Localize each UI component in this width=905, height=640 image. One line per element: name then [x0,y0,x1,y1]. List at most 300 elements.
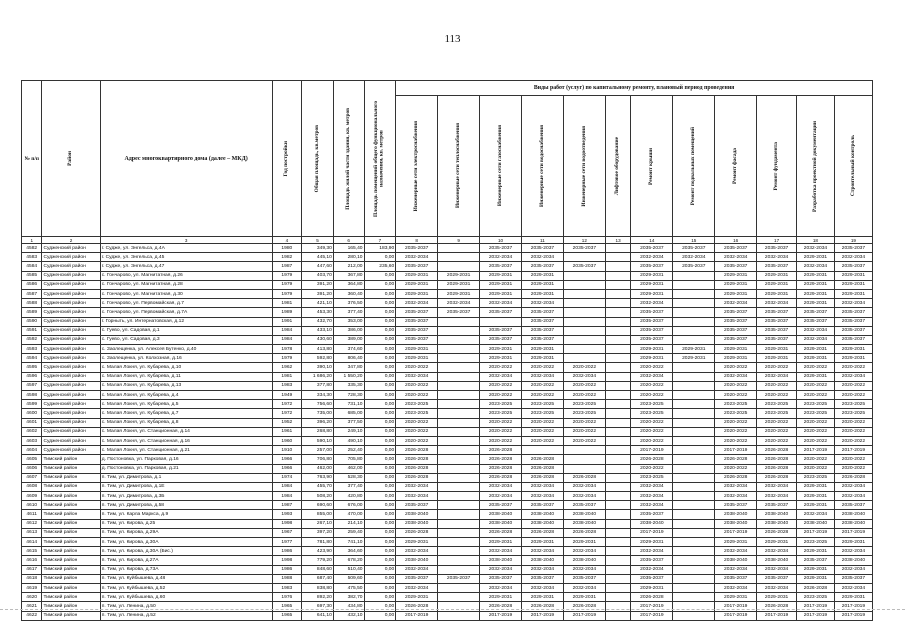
table-cell: с. Малая Локня, ул. Кубарева, д.13 [100,381,272,390]
table-cell: 2020-2022 [563,381,605,390]
table-cell: г. Судже, ул. Энгельса, д.4А [100,244,272,253]
table-cell: 2029-2031 [563,593,605,602]
table-cell [605,538,631,547]
table-cell: 855,00 [302,510,334,519]
table-cell: 2026-2028 [480,602,522,611]
table-cell: Судженский район [42,271,100,280]
header-works-group: Виды работ (услуг) по капитальному ремонту, плановый период проведения [396,81,873,96]
table-cell [438,464,480,473]
table-cell: 2035-2037 [480,501,522,510]
table-cell: 268,80 [302,427,334,436]
table-cell [563,455,605,464]
table-cell: 1987 [272,262,302,271]
table-cell: 0,00 [364,436,396,445]
table-cell: 2029-2031 [396,280,438,289]
table-cell: 2029-2031 [521,593,563,602]
table-cell: 0,00 [364,299,396,308]
table-cell: 2020-2022 [757,436,797,445]
table-cell: 390,10 [302,363,334,372]
table-cell: 2032-2034 [563,583,605,592]
table-cell: 2032-2034 [715,492,757,501]
table-cell: п. Тим, ул. Куйбышева, д.48 [100,574,272,583]
table-cell: 2023-2025 [757,400,797,409]
table-cell [673,464,715,473]
table-cell: 2035-2037 [563,501,605,510]
table-cell: 2032-2034 [631,253,673,262]
table-cell: 2020-2022 [797,363,835,372]
table-cell: 2038-2040 [521,510,563,519]
table-cell: 2032-2034 [480,583,522,592]
table-cell: 2035-2037 [834,326,872,335]
table-cell: 0,00 [364,528,396,537]
table-cell: 2029-2031 [396,593,438,602]
table-cell: 2035-2037 [521,326,563,335]
table-cell: 1979 [272,280,302,289]
table-cell: 259,40 [333,528,364,537]
table-cell: 2032-2034 [797,262,835,271]
table-cell: 2032-2034 [396,372,438,381]
table-cell: с. Гончарово, ул. Первомайская, д.7А [100,308,272,317]
table-cell: 0,00 [364,482,396,491]
table-cell: 2017-2019 [797,446,835,455]
table-cell: 1987 [272,501,302,510]
table-row [22,519,873,528]
column-number: 8 [396,237,438,244]
table-row [22,400,873,409]
table-cell: 2032-2034 [757,299,797,308]
table-cell: Судженский район [42,308,100,317]
table-cell: 2032-2034 [631,547,673,556]
table-cell: 1984 [272,335,302,344]
table-cell: с. Гончарово, ул. Магнитатная, д.28 [100,280,272,289]
table-cell [605,354,631,363]
table-row [22,244,873,253]
table-cell [438,528,480,537]
table-cell: 2029-2031 [797,280,835,289]
table-cell: 2020-2022 [715,363,757,372]
table-cell: 4583 [22,253,42,262]
table-cell: 0,00 [364,409,396,418]
table-cell: 267,10 [302,519,334,528]
table-cell: 4602 [22,427,42,436]
table-cell [605,280,631,289]
table-cell: 2032-2034 [715,253,757,262]
table-cell [438,253,480,262]
table-cell: 2032-2034 [521,482,563,491]
table-cell: 2017-2019 [631,602,673,611]
table-cell: 2020-2022 [480,427,522,436]
table-cell: 2032-2034 [521,565,563,574]
table-cell: 2026-2028 [631,455,673,464]
table-cell: 2038-2040 [631,519,673,528]
table-cell: 4588 [22,299,42,308]
table-cell: с. Малая Локня, ул. Станционная, д.14 [100,427,272,436]
table-cell: 2032-2034 [834,372,872,381]
table-cell: 2035-2037 [521,501,563,510]
table-cell: 2020-2022 [797,427,835,436]
table-cell: 2029-2031 [715,345,757,354]
table-cell: 2032-2034 [480,299,522,308]
table-cell: 432,70 [302,317,334,326]
table-cell [563,253,605,262]
table-cell [438,262,480,271]
table-cell: 2029-2031 [521,271,563,280]
table-body [22,244,873,621]
table-cell: 1991 [272,317,302,326]
table-cell: 433,10 [302,326,334,335]
table-cell [605,501,631,510]
table-cell: 2020-2022 [563,363,605,372]
table-cell: 2035-2037 [631,308,673,317]
table-cell: 2023-2025 [715,409,757,418]
table-cell: 1972 [272,409,302,418]
table-cell [605,262,631,271]
column-number: 9 [438,237,480,244]
table-cell [673,326,715,335]
table-cell: 2032-2034 [396,482,438,491]
table-cell: 2026-2028 [396,473,438,482]
table-cell: 1977 [272,538,302,547]
table-cell [438,436,480,445]
table-cell: Судженский район [42,446,100,455]
table-cell: 2032-2034 [631,565,673,574]
table-cell [438,409,480,418]
table-cell [438,381,480,390]
table-row [22,299,873,308]
table-cell: 2029-2031 [797,547,835,556]
table-cell: 382,70 [333,593,364,602]
column-number: 12 [563,237,605,244]
table-cell: 2026-2028 [396,602,438,611]
table-cell: 2020-2022 [715,418,757,427]
table-cell [438,244,480,253]
table-cell: 0,00 [364,326,396,335]
table-cell: 2020-2022 [396,427,438,436]
table-cell: 0,00 [364,317,396,326]
table-cell [605,510,631,519]
table-cell: 2035-2037 [480,262,522,271]
table-cell: 360,40 [333,289,364,298]
table-cell: 0,00 [364,611,396,620]
table-cell [438,345,480,354]
table-cell: 2032-2034 [396,547,438,556]
table-cell: 2035-2037 [480,308,522,317]
table-cell: 349,30 [302,244,334,253]
table-cell: 4592 [22,335,42,344]
table-row [22,381,873,390]
table-cell: 2032-2034 [521,299,563,308]
table-cell: 2032-2034 [631,501,673,510]
table-cell [605,427,631,436]
table-cell: 2035-2037 [521,244,563,253]
table-cell: 2017-2019 [834,602,872,611]
table-cell [605,372,631,381]
table-cell: 2017-2019 [563,611,605,620]
table-cell: 2035-2037 [631,262,673,271]
table-cell: 592,80 [302,354,334,363]
table-cell: 4590 [22,317,42,326]
table-cell: с. Малая Локня, ул. Кубарева, д.11 [100,372,272,381]
table-cell: 4589 [22,308,42,317]
table-cell: 2032-2034 [480,565,522,574]
table-cell: 2035-2037 [834,317,872,326]
table-row [22,253,873,262]
table-cell: 2020-2022 [396,363,438,372]
table-cell [438,482,480,491]
table-cell: 685,00 [333,409,364,418]
table-cell: 2035-2037 [797,556,835,565]
table-cell [438,473,480,482]
table-cell: 2026-2028 [521,473,563,482]
table-cell: 781,80 [302,538,334,547]
table-cell: 1960 [272,436,302,445]
table-cell: Судженский район [42,400,100,409]
table-cell [438,354,480,363]
table-cell: 2017-2019 [797,611,835,620]
table-cell: 2029-2031 [757,271,797,280]
table-cell: 0,00 [364,556,396,565]
table-cell: 2029-2031 [834,345,872,354]
table-cell: 2029-2031 [797,253,835,262]
table-cell: 2026-2028 [715,455,757,464]
table-cell: 2038-2040 [396,556,438,565]
table-cell: 2020-2022 [715,464,757,473]
table-cell: 2020-2022 [480,436,522,445]
table-cell [563,308,605,317]
table-cell: 0,00 [364,391,396,400]
table-cell: 0,00 [364,354,396,363]
table-cell: 2035-2037 [757,501,797,510]
table-cell: 4610 [22,501,42,510]
table-cell: 249,10 [333,427,364,436]
table-row [22,455,873,464]
table-row [22,528,873,537]
table-cell [673,593,715,602]
table-cell: 2020-2022 [797,436,835,445]
table-cell: 2023-2025 [797,409,835,418]
table-cell: Тимский район [42,528,100,537]
table-cell: 2035-2037 [396,501,438,510]
table-cell: 2035-2037 [631,335,673,344]
table-cell: 2035-2037 [757,326,797,335]
table-cell: 2029-2031 [797,492,835,501]
table-cell: 2035-2037 [715,308,757,317]
table-cell [438,501,480,510]
table-cell: 1998 [272,556,302,565]
table-cell [673,519,715,528]
table-cell: 455,70 [302,482,334,491]
table-cell [673,400,715,409]
table-cell: Судженский район [42,391,100,400]
table-cell [605,473,631,482]
table-cell: Судженский район [42,381,100,390]
table-cell: 4615 [22,547,42,556]
table-cell: 1967 [272,528,302,537]
table-row [22,280,873,289]
table-cell: 2038-2040 [563,519,605,528]
table-cell: 2026-2028 [396,446,438,455]
table-cell: 2026-2028 [757,464,797,473]
table-cell: 2035-2037 [480,326,522,335]
table-cell [605,482,631,491]
table-cell: 4607 [22,473,42,482]
table-cell: 0,00 [364,538,396,547]
table-cell: 2026-2028 [563,528,605,537]
table-cell: 2029-2031 [797,565,835,574]
table-cell: 2020-2022 [631,464,673,473]
header-work-basement: Ремонт подвальных помещений [673,96,715,237]
table-cell: 1986 [272,565,302,574]
table-cell: 2023-2025 [480,400,522,409]
table-cell: 475,50 [333,583,364,592]
table-cell [605,436,631,445]
table-cell [673,455,715,464]
table-cell [673,381,715,390]
table-cell: 2017-2019 [834,446,872,455]
table-cell: 1984 [272,326,302,335]
table-cell: 2029-2031 [834,271,872,280]
table-cell: 1989 [272,308,302,317]
table-cell [438,583,480,592]
table-cell: 2020-2022 [521,436,563,445]
table-cell: 0,00 [364,510,396,519]
table-cell: Тимский район [42,565,100,574]
column-number: 3 [100,237,272,244]
table-cell: 2026-2028 [396,455,438,464]
table-cell: 2029-2031 [631,583,673,592]
table-row [22,492,873,501]
table-cell [605,345,631,354]
table-cell: 2017-2019 [715,611,757,620]
table-cell: Судженский район [42,345,100,354]
header-work-gas: Инженерные сети газоснабжения [480,96,522,237]
table-cell: 420,80 [333,492,364,501]
table-cell: 4618 [22,574,42,583]
table-cell: 4611 [22,510,42,519]
table-cell: 2023-2025 [834,400,872,409]
table-cell: 1984 [272,492,302,501]
table-cell: 2032-2034 [631,492,673,501]
table-cell: 4616 [22,556,42,565]
table-cell: с. Гуево, ул. Садовая, д.3 [100,335,272,344]
table-cell [605,317,631,326]
table-cell: 2023-2025 [631,400,673,409]
table-cell: 0,00 [364,418,396,427]
table-cell: 2020-2022 [396,391,438,400]
table-cell [673,501,715,510]
table-cell: 590,10 [302,436,334,445]
table-cell: 2032-2034 [563,482,605,491]
table-cell: 2029-2031 [396,345,438,354]
table-cell: 0,00 [364,602,396,611]
table-cell: 2029-2031 [438,271,480,280]
table-cell: 2038-2040 [480,510,522,519]
table-cell [438,455,480,464]
table-cell: 2032-2034 [396,253,438,262]
table-cell: 432,10 [333,611,364,620]
table-cell: 2029-2031 [521,345,563,354]
table-cell [605,244,631,253]
table-cell: д. Постоновка, ул. Парковая, д.16 [100,455,272,464]
table-cell: с. Гуево, ул. Садовая, д.1 [100,326,272,335]
table-cell: 2020-2022 [631,363,673,372]
table-cell: 2020-2022 [834,381,872,390]
table-cell: 2020-2022 [834,363,872,372]
table-cell: 2035-2037 [521,335,563,344]
column-number: 13 [605,237,631,244]
table-cell: 1949 [272,391,302,400]
table-cell: 2038-2040 [521,556,563,565]
table-cell: п. Тим, ул. Кирова, д.27А [100,556,272,565]
table-cell [605,528,631,537]
table-cell: 0,00 [364,372,396,381]
table-cell: 1979 [272,271,302,280]
column-number: 7 [364,237,396,244]
table-cell [563,271,605,280]
table-row [22,262,873,271]
table-cell: 2029-2031 [715,538,757,547]
table-cell [438,556,480,565]
header-num: № п/п [22,81,42,237]
header-district: Район [42,81,100,237]
header-work-water: Инженерные сети водоснабжения [521,96,563,237]
table-cell: 4620 [22,593,42,602]
table-cell: п. Тим, ул. Кирова, д.25 [100,519,272,528]
table-cell: 391,20 [302,289,334,298]
table-cell: 0,00 [364,345,396,354]
table-cell: 2026-2028 [757,602,797,611]
table-cell: Тимский район [42,455,100,464]
table-cell: 4582 [22,244,42,253]
table-cell: 2032-2034 [563,372,605,381]
table-cell: 0,00 [364,519,396,528]
table-cell: Тимский район [42,602,100,611]
table-cell: п. Тим, ул. Димитрова, д.1Е [100,482,272,491]
table-cell: 0,00 [364,492,396,501]
table-cell: Тимский район [42,611,100,620]
table-cell: 377,50 [333,418,364,427]
table-cell: 2032-2034 [631,299,673,308]
table-cell: п. Тим, ул. Куйбышева, д.60 [100,593,272,602]
table-cell: Судженский район [42,317,100,326]
header-work-sewage: Инженерные сети водоотведения [563,96,605,237]
table-cell: 2026-2028 [480,528,522,537]
table-cell: 2032-2034 [757,565,797,574]
table-cell: Тимский район [42,492,100,501]
table-cell: 676,00 [333,501,364,510]
table-cell: 2035-2037 [715,574,757,583]
table-cell [563,345,605,354]
table-cell [563,354,605,363]
table-row [22,565,873,574]
table-cell: с. Гончарово, ул. Магнитатная, д.26 [100,271,272,280]
table-cell: 2032-2034 [757,547,797,556]
table-cell: Тимский район [42,482,100,491]
table-cell: Тимский район [42,574,100,583]
table-cell: 0,00 [364,363,396,372]
table-cell [673,611,715,620]
table-cell: 509,60 [333,574,364,583]
table-cell: 2035-2037 [563,574,605,583]
table-cell: 4622 [22,611,42,620]
table-cell: 2035-2037 [480,574,522,583]
table-cell: 2032-2034 [757,492,797,501]
table-cell: 2035-2037 [521,317,563,326]
table-row [22,363,873,372]
table-cell: 2032-2034 [715,482,757,491]
table-cell: 2026-2028 [521,528,563,537]
table-cell: 2017-2019 [715,602,757,611]
